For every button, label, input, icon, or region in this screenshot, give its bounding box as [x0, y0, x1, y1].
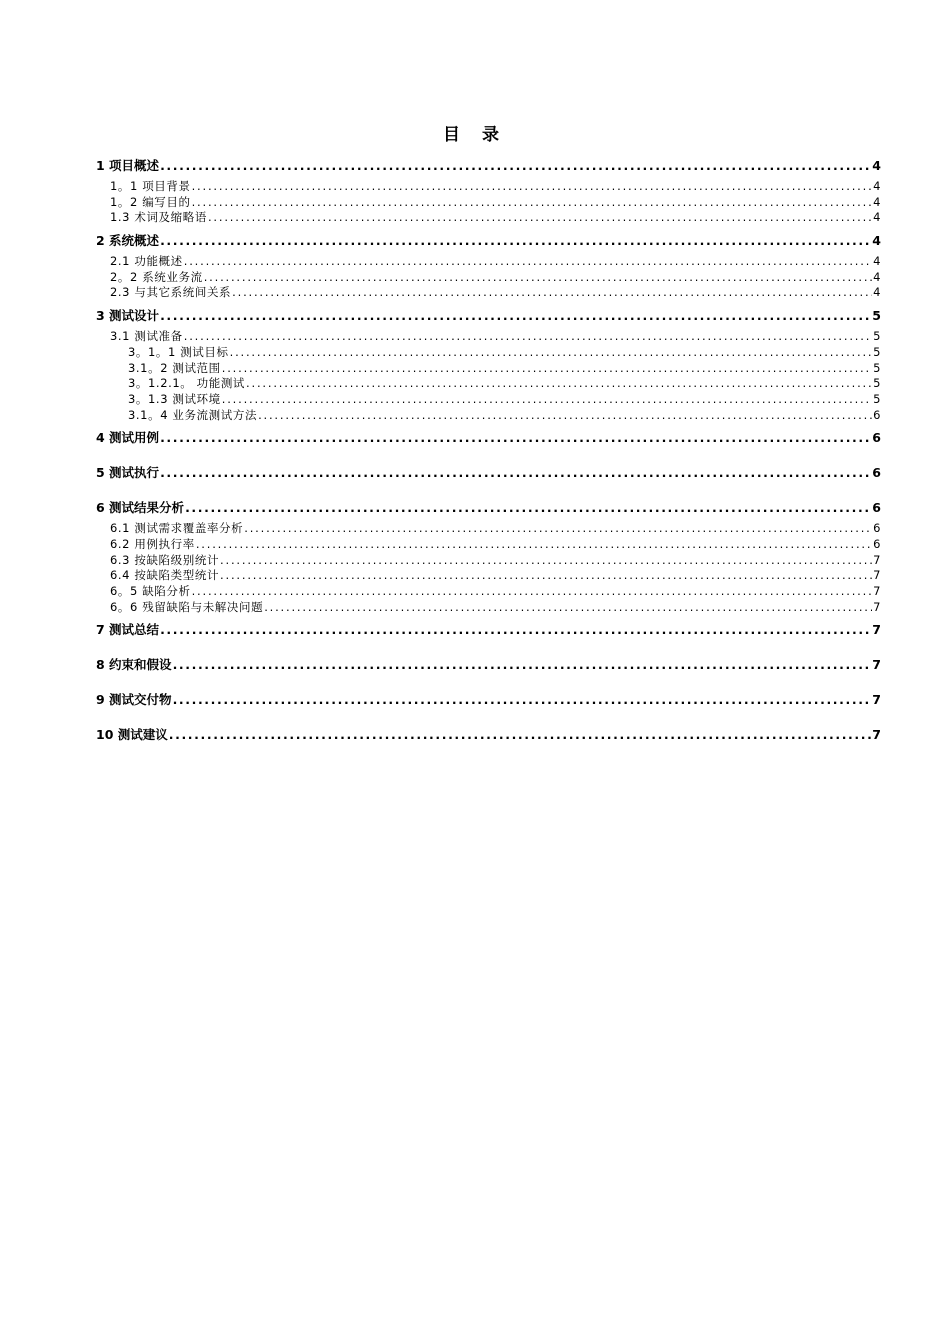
- toc-leader-dots: [220, 553, 872, 569]
- toc-leader-dots: [185, 499, 871, 517]
- toc-entry-page: 6: [872, 500, 881, 516]
- toc-entry[interactable]: [96, 392, 881, 408]
- toc-entry-label: 6.2 用例执行率: [110, 536, 195, 551]
- toc-entry-page: 7: [873, 599, 881, 614]
- toc-entry-label: 10 测试建议: [96, 727, 168, 743]
- toc-leader-dots: [160, 232, 871, 250]
- toc-leader-dots: [192, 195, 872, 211]
- toc-entry-page: 7: [872, 657, 881, 673]
- toc-entry-page: 4: [873, 179, 881, 193]
- toc-entry-label: 3.1 测试准备: [110, 329, 183, 344]
- toc-entry-label: 1。1 项目背景: [110, 179, 191, 193]
- toc-entry[interactable]: [96, 726, 881, 744]
- toc-leader-dots: [192, 584, 872, 600]
- toc-entry-label: 2.3 与其它系统间关系: [110, 285, 232, 300]
- toc-entry-label: 6。6 残留缺陷与未解决问题: [110, 599, 264, 614]
- toc-entry-page: 4: [872, 158, 881, 173]
- toc-entry-page: 4: [873, 285, 881, 300]
- toc-leader-dots: [208, 210, 872, 226]
- toc-title: 目 录: [443, 125, 507, 145]
- toc-entry[interactable]: [96, 345, 881, 361]
- toc-entry[interactable]: [96, 179, 881, 195]
- toc-leader-dots: [204, 270, 872, 286]
- toc-entry-label: 8 约束和假设: [96, 657, 172, 673]
- toc-entry-label: 2 系统概述: [96, 233, 160, 249]
- toc-entry[interactable]: [96, 568, 881, 584]
- toc-entry-page: 6: [872, 430, 881, 446]
- toc-entry-page: 7: [872, 692, 881, 708]
- toc-entry-page: 4: [873, 254, 881, 269]
- toc-entry[interactable]: [96, 329, 881, 345]
- toc-entry-label: 6.4 按缺陷类型统计: [110, 568, 220, 583]
- toc-leader-dots: [244, 521, 872, 537]
- toc-entry-label: 6。5 缺陷分析: [110, 584, 191, 598]
- toc-entry[interactable]: [96, 285, 881, 301]
- toc-leader-dots: [232, 285, 872, 301]
- toc-entry[interactable]: [96, 408, 881, 424]
- toc-entry[interactable]: [96, 656, 881, 674]
- toc-leader-dots: [184, 329, 872, 345]
- toc-leader-dots: [169, 726, 872, 744]
- toc-leader-dots: [160, 307, 871, 325]
- toc-entry-label: 3。1.2.1。 功能测试: [128, 376, 246, 391]
- toc-entry-page: 7: [873, 584, 881, 598]
- toc-entry-label: 3.1。2 测试范围: [128, 360, 221, 375]
- toc-entry-label: 5 测试执行: [96, 465, 160, 481]
- toc-leader-dots: [160, 621, 871, 639]
- toc-entry[interactable]: [96, 499, 881, 517]
- toc-entry-page: 5: [873, 391, 881, 406]
- toc-entry-page: 4: [872, 233, 881, 249]
- toc-entry-page: 5: [873, 329, 881, 344]
- toc-leader-dots: [160, 429, 871, 447]
- toc-leader-dots: [258, 408, 872, 424]
- toc-entry[interactable]: [96, 464, 881, 482]
- toc-entry-label: 2。2 系统业务流: [110, 269, 203, 284]
- toc-entry-label: 3 测试设计: [96, 308, 160, 324]
- toc-leader-dots: [160, 464, 871, 482]
- toc-entry[interactable]: [96, 361, 881, 377]
- toc-entry-label: 2.1 功能概述: [110, 254, 183, 269]
- toc-entry-label: 3。1.3 测试环境: [128, 391, 221, 406]
- toc-entry-page: 7: [873, 568, 881, 583]
- toc-leader-dots: [173, 691, 872, 709]
- toc-leader-dots: [192, 179, 872, 195]
- toc-entry[interactable]: [96, 429, 881, 447]
- toc-entry[interactable]: [96, 157, 881, 175]
- toc-entry[interactable]: [96, 376, 881, 392]
- toc-entry-label: 6.3 按缺陷级别统计: [110, 552, 220, 567]
- toc-entry-page: 6: [873, 521, 881, 536]
- toc-entry[interactable]: [96, 553, 881, 569]
- toc-entry-page: 4: [873, 269, 881, 284]
- toc-entry-label: 3.1。4 业务流测试方法: [128, 407, 258, 422]
- toc-entry[interactable]: [96, 307, 881, 325]
- toc-leader-dots: [222, 361, 872, 377]
- toc-leader-dots: [264, 600, 872, 616]
- toc-entry[interactable]: [96, 232, 881, 250]
- toc-entry[interactable]: [96, 270, 881, 286]
- toc-entry-label: 1。2 编写目的: [110, 194, 191, 209]
- toc-entry-page: 7: [873, 552, 881, 567]
- toc-leader-dots: [160, 157, 871, 175]
- toc-entry-label: 6 测试结果分析: [96, 500, 185, 516]
- toc-list: [96, 157, 881, 744]
- toc-entry-label: 3。1。1 测试目标: [128, 344, 229, 359]
- toc-entry-label: 7 测试总结: [96, 622, 160, 638]
- toc-entry-label: 1.3 术词及缩略语: [110, 210, 207, 225]
- toc-entry[interactable]: [96, 584, 881, 600]
- toc-entry-label: 1 项目概述: [96, 158, 160, 173]
- toc-entry-page: 6: [873, 407, 881, 422]
- toc-entry-page: 6: [873, 536, 881, 551]
- toc-entry[interactable]: [96, 537, 881, 553]
- toc-entry-page: 7: [872, 622, 881, 638]
- toc-entry[interactable]: [96, 195, 881, 211]
- toc-leader-dots: [196, 537, 872, 553]
- toc-entry-page: 5: [872, 308, 881, 324]
- toc-leader-dots: [230, 345, 872, 361]
- toc-entry-label: 4 测试用例: [96, 430, 160, 446]
- toc-entry-page: 6: [872, 465, 881, 481]
- toc-leader-dots: [184, 254, 872, 270]
- toc-leader-dots: [220, 568, 872, 584]
- toc-entry[interactable]: [96, 600, 881, 616]
- toc-leader-dots: [222, 392, 872, 408]
- toc-entry-page: 7: [872, 727, 881, 743]
- toc-entry[interactable]: [96, 210, 881, 226]
- toc-leader-dots: [246, 376, 872, 392]
- toc-entry-page: 4: [873, 194, 881, 209]
- toc-leader-dots: [173, 656, 872, 674]
- toc-entry[interactable]: [96, 691, 881, 709]
- toc-entry-page: 5: [873, 376, 881, 391]
- toc-entry[interactable]: [96, 521, 881, 537]
- toc-entry-page: 4: [873, 210, 881, 225]
- toc-entry-page: 5: [873, 360, 881, 375]
- toc-entry[interactable]: [96, 621, 881, 639]
- toc-entry-page: 5: [873, 344, 881, 359]
- toc-entry[interactable]: [96, 254, 881, 270]
- toc-entry-label: 9 测试交付物: [96, 692, 172, 708]
- toc-entry-label: 6.1 测试需求覆盖率分析: [110, 521, 244, 536]
